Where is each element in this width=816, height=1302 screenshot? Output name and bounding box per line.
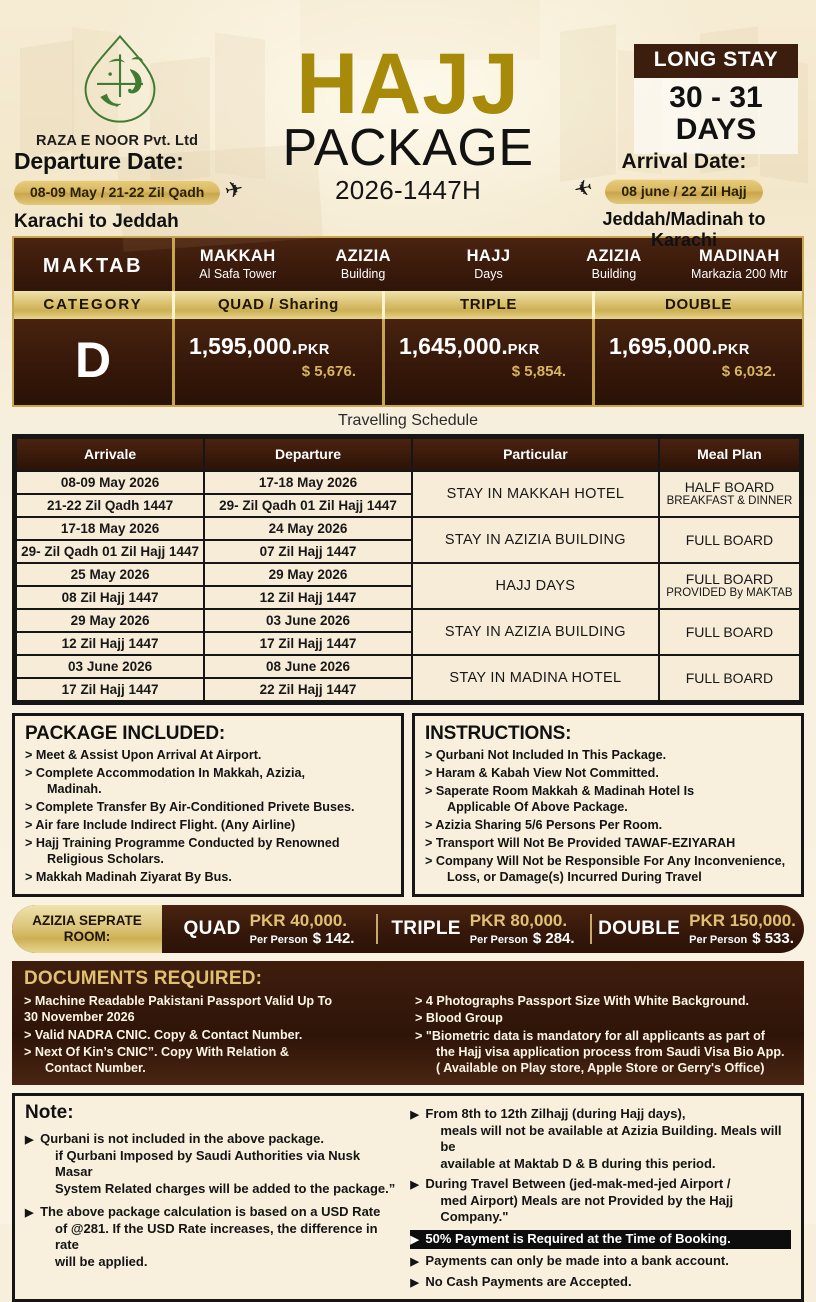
instructions-list [425,747,791,885]
azizia-separate-room-bar [12,905,804,953]
price-quad-pkr [189,333,368,360]
azizia-quad-usd: $ 142. [312,929,355,947]
note-item-continuation: System Related charges will be added to the package.” [55,1180,396,1196]
plane-icon-departure: ✈ [222,175,246,204]
list-item [425,853,791,886]
list-item-text: 4 Photographs Passport Size With White Background. [425,994,750,1009]
azizia-option-triple [376,905,590,953]
list-item-text: Saperate Room Makkah & Madinah Hotel Is [435,783,695,798]
azizia-option-quad [162,905,376,953]
azizia-quad-name: QUAD [183,918,241,940]
azizia-quad-values [250,912,355,947]
list-item-continuation: Religious Scholars. [47,852,164,867]
cell-particular: STAY IN MADINA HOTEL [412,655,659,701]
price-quad [175,319,385,405]
list-item [425,835,791,851]
note-item-continuation: if Qurbani Imposed by Saudi Authorities via Nusk Masar [55,1147,361,1180]
azizia-double-usd: $ 533. [752,929,794,947]
stay-days [634,78,798,154]
stay-days-range: 30 - 31 [669,81,763,114]
cell-departure [204,471,412,517]
note-item-text: From 8th to 12th Zilhajj (during Hajj days), [421,1105,686,1121]
long-stay-badge [634,44,798,154]
cell-meal-plan [659,517,800,563]
cell-arrival [16,517,204,563]
cell-departure [204,517,412,563]
note-item-text: Payments can only be made into a bank account. [421,1253,729,1269]
list-item [415,1028,792,1076]
bullet-triangle-icon: ▶ [25,1133,34,1146]
bullet-gt-icon: > [425,817,436,832]
list-item-continuation: Applicable Of Above Package. [447,800,628,815]
price-table-body-row [14,319,802,405]
list-item [25,747,391,763]
azizia-triple-values [470,912,575,947]
note-item-text: During Travel Between (jed-mak-med-jed Airport / [421,1175,731,1191]
schedule-col-arrival: Arrivale [16,438,204,471]
meal-plan-main: FULL BOARD [685,531,774,548]
bullet-gt-icon: > [25,835,36,850]
arrival-route: Jeddah/Madinah to Karachi [602,209,766,250]
list-item-continuation: Contact Number. [45,1060,146,1075]
departure-gregorian: 08 June 2026 [205,656,411,679]
departure-gregorian: 29 May 2026 [205,564,411,587]
table-row [16,517,800,563]
schedule-header-row [16,438,800,471]
cell-meal-plan [659,655,800,701]
subheader-category: CATEGORY [14,291,175,319]
meal-plan-main: FULL BOARD [685,669,774,686]
arrival-date-pill: 08 june / 22 Zil Hajj [605,179,762,204]
bullet-triangle-icon: ▶ [410,1277,419,1290]
documents-right-list [415,992,792,1076]
departure-title: Departure Date: [14,148,184,174]
list-item [25,817,391,833]
bullet-gt-icon: > [415,1028,426,1043]
note-item [25,1131,400,1197]
azizia-triple-pkr: PKR 80,000. [469,910,568,930]
bullet-gt-icon: > [425,748,436,762]
azizia-double-perperson [689,930,796,947]
meal-plan-main: FULL BOARD [685,571,774,588]
list-item-text: "Biometric data is mandatory for all applicants as part of [425,1028,765,1043]
arrival-title: Arrival Date: [621,150,747,173]
cell-particular: HAJJ DAYS [412,563,659,609]
departure-hijri: 29- Zil Qadh 01 Zil Hajj 1447 [219,498,397,513]
header-azizia-2-name: AZIZIA [586,247,642,265]
price-triple-pkr [399,333,578,360]
title-package: PACKAGE [282,118,534,177]
header-hajj-days [426,238,551,291]
price-double-usd: $ 6,032. [721,363,776,380]
list-item-text: Azizia Sharing 5/6 Persons Per Room. [435,817,663,832]
cell-arrival [16,609,204,655]
arrival-hijri: 21-22 Zil Qadh 1447 [47,498,174,513]
cell-departure [204,563,412,609]
title-hajj: HAJJ [296,36,520,132]
note-item [410,1274,791,1291]
instructions-title: INSTRUCTIONS: [425,723,572,744]
header-hajj-name: HAJJ [466,247,511,265]
header-azizia-1-sub: Building [340,267,386,281]
travelling-schedule-table [12,434,804,705]
note-right-list [410,1106,791,1291]
schedule-col-departure: Departure [204,438,412,471]
schedule-title: Travelling Schedule [338,412,478,429]
note-item-continuation: will be applied. [55,1253,148,1269]
note-item-text: The above package calculation is based on a USD Rate [36,1203,381,1219]
note-item-text: Qurbani is not included in the above package. [36,1130,324,1146]
cell-meal-plan [659,471,800,517]
package-included-title: PACKAGE INCLUDED: [25,723,225,744]
note-right-column [410,1102,791,1291]
price-double-amount: 1,695,000. [609,333,718,359]
list-item [415,1010,792,1026]
list-item [425,817,791,833]
list-item-continuation: Loss, or Damage(s) Incurred During Travel [447,870,702,885]
azizia-triple-name: TRIPLE [391,918,461,940]
arrival-gregorian: 17-18 May 2026 [17,518,203,541]
schedule-col-particular: Particular [412,438,659,471]
departure-hijri: 07 Zil Hajj 1447 [259,544,357,559]
meal-plan-main: HALF BOARD [684,479,775,496]
header-madinah-name: MADINAH [698,247,780,265]
bullet-triangle-icon: ▶ [410,1178,419,1191]
azizia-room-label-line2: ROOM: [63,929,111,945]
header-makkah-sub: Al Safa Tower [199,267,277,281]
bullet-gt-icon: > [25,870,36,885]
azizia-triple-perperson [470,930,575,947]
note-title: Note: [25,1101,74,1123]
meal-plan-main: FULL BOARD [685,623,774,640]
list-item-text: Complete Accommodation In Makkah, Azizia, [35,765,306,780]
note-item [410,1230,791,1250]
arrival-gregorian: 03 June 2026 [17,656,203,679]
cell-meal-plan [659,609,800,655]
cell-particular: STAY IN MAKKAH HOTEL [412,471,659,517]
price-triple-amount: 1,645,000. [399,333,508,359]
subheader-quad: QUAD / Sharing [175,291,385,319]
arrival-hijri: 29- Zil Qadh 01 Zil Hajj 1447 [21,544,199,559]
subheader-triple: TRIPLE [385,291,595,319]
long-stay-label: LONG STAY [634,44,798,78]
note-item-text: 50% Payment is Required at the Time of Booking. [421,1230,731,1246]
list-item [25,869,391,885]
note-section [12,1093,804,1302]
documents-left-list [24,992,401,1076]
header-azizia-1-name: AZIZIA [335,247,391,265]
arrival-hijri: 17 Zil Hajj 1447 [61,682,159,697]
note-left-list [25,1131,400,1270]
header-hajj-sub: Days [474,267,503,281]
price-double-pkr [609,333,788,360]
package-included-list [25,747,391,885]
bullet-gt-icon: > [415,1011,426,1026]
bullet-gt-icon: > [25,817,36,832]
bullet-triangle-icon: ▶ [410,1233,419,1246]
price-table-subheader-row [14,291,802,319]
list-item-continuation: ( Available on Play store, Apple Store or Gerry's Office) [436,1060,765,1075]
cell-departure [204,655,412,701]
azizia-double-pp-label: Per Person [689,933,748,946]
table-row [16,609,800,655]
list-item-text: Haram & Kabah View Not Committed. [435,765,659,780]
table-row [16,563,800,609]
list-item [425,765,791,781]
departure-hijri: 22 Zil Hajj 1447 [259,682,357,697]
header-azizia-1 [300,238,425,291]
bullet-gt-icon: > [425,853,436,868]
departure-hijri: 12 Zil Hajj 1447 [259,590,357,605]
list-item-text: Makkah Madinah Ziyarat By Bus. [35,870,232,885]
departure-route: Karachi to Jeddah [14,211,179,232]
header-maktab: MAKTAB [14,238,175,291]
azizia-double-pkr: PKR 150,000. [689,910,796,930]
note-item-continuation: of @281. If the USD Rate increases, the difference in rate [55,1220,378,1253]
azizia-room-label-line1: AZIZIA SEPRATE [32,913,142,929]
documents-title: DOCUMENTS REQUIRED: [24,968,263,990]
cell-meal-plan [659,563,800,609]
cell-arrival [16,471,204,517]
header-azizia-2-sub: Building [591,267,637,281]
brand-name: RAZA E NOOR Pvt. Ltd [36,133,199,149]
arrival-gregorian: 08-09 May 2026 [17,472,203,495]
azizia-triple-pp-label: Per Person [469,933,528,946]
cell-particular: STAY IN AZIZIA BUILDING [412,517,659,563]
departure-gregorian: 03 June 2026 [205,610,411,633]
azizia-double-values [689,912,796,947]
arrival-hijri: 08 Zil Hajj 1447 [61,590,159,605]
header-madinah-sub: Markazia 200 Mtr [691,267,788,281]
bullet-gt-icon: > [24,1044,35,1059]
azizia-option-double [590,905,804,953]
arrival-hijri: 12 Zil Hajj 1447 [61,636,159,651]
cell-arrival [16,563,204,609]
package-included-panel [12,713,404,897]
instructions-panel [412,713,804,897]
bullet-gt-icon: > [425,765,436,780]
list-item-continuation: the Hajj visa application process from Saudi Visa Bio App. [436,1044,785,1059]
cell-departure [204,609,412,655]
departure-hijri: 17 Zil Hajj 1447 [259,636,357,651]
cell-particular: STAY IN AZIZIA BUILDING [412,609,659,655]
list-item [25,799,391,815]
bullet-triangle-icon: ▶ [410,1256,419,1269]
note-item-continuation: available at Maktab D & B during this period. [440,1155,716,1171]
departure-date-pill: 08-09 May / 21-22 Zil Qadh [14,180,220,205]
list-item [24,1027,401,1043]
schedule-col-meal: Meal Plan [659,438,800,471]
note-item-continuation: meals will not be available at Azizia Building. Meals will be [440,1122,782,1155]
header-makkah [175,238,300,291]
bullet-gt-icon: > [24,1027,35,1042]
cell-arrival [16,655,204,701]
stay-days-unit: DAYS [675,113,757,147]
arrival-gregorian: 25 May 2026 [17,564,203,587]
price-triple-usd: $ 5,854. [511,363,566,380]
bullet-gt-icon: > [25,748,36,762]
table-row [16,471,800,517]
price-quad-usd: $ 5,676. [301,363,356,380]
list-item-text: Air fare Include Indirect Flight. (Any Airline) [35,817,296,832]
table-row [16,655,800,701]
azizia-triple-usd: $ 284. [532,929,575,947]
bullet-triangle-icon: ▶ [410,1108,419,1121]
price-double-currency: PKR [717,342,750,358]
bullet-gt-icon: > [25,765,36,780]
note-item [410,1106,791,1172]
category-value: D [14,319,175,405]
note-item [410,1176,791,1226]
subheader-double: DOUBLE [665,296,732,313]
plane-icon-arrival: ✈ [571,174,595,203]
list-item-continuation: 30 November 2026 [24,1010,135,1025]
list-item-text: Transport Will Not Be Provided TAWAF-EZIYARAH [435,835,736,850]
info-panels [12,713,804,897]
bullet-triangle-icon: ▶ [25,1206,34,1219]
price-quad-currency: PKR [297,342,330,358]
list-item-text: Meet & Assist Upon Arrival At Airport. [35,748,262,762]
azizia-room-label [12,905,162,953]
price-triple [385,319,595,405]
note-item [410,1253,791,1270]
bullet-gt-icon: > [415,994,426,1009]
list-item [425,783,791,816]
title-year: 2026-1447H [334,174,482,205]
poster-header [0,0,816,250]
list-item-text: Blood Group [425,1011,503,1026]
azizia-quad-pp-label: Per Person [249,933,308,946]
note-item-continuation: med Airport) Meals are not Provided by the Hajj Company." [440,1192,734,1225]
departure-gregorian: 24 May 2026 [205,518,411,541]
note-item [25,1204,400,1270]
list-item-text: Machine Readable Pakistani Passport Valid Up To [34,994,333,1009]
header-makkah-name: MAKKAH [199,247,276,265]
list-item-text: Complete Transfer By Air-Conditioned Privete Buses. [35,800,355,815]
list-item [24,993,401,1025]
arrival-block [568,150,800,251]
azizia-double-name: DOUBLE [598,918,681,940]
list-item [425,747,791,763]
arrival-gregorian: 29 May 2026 [17,610,203,633]
list-item [25,835,391,868]
documents-required-section [12,961,804,1085]
note-item-text: No Cash Payments are Accepted. [421,1274,632,1290]
meal-plan-sub: PROVIDED By MAKTAB [666,587,793,600]
list-item-text: Company Will Not be Responsible For Any Inconvenience, [435,853,786,868]
departure-gregorian: 17-18 May 2026 [205,472,411,495]
note-left-column [25,1102,400,1291]
azizia-quad-pkr: PKR 40,000. [249,910,348,930]
price-quad-amount: 1,595,000. [189,333,298,359]
bullet-gt-icon: > [425,783,436,798]
list-item-text: Next Of Kin’s CNIC”. Copy With Relation & [34,1044,289,1059]
bullet-gt-icon: > [25,800,36,815]
azizia-quad-perperson [250,930,355,947]
list-item-continuation: Madinah. [47,782,102,797]
price-triple-currency: PKR [507,342,540,358]
price-table [12,236,804,407]
bullet-gt-icon: > [425,835,436,850]
price-double [595,319,802,405]
list-item [415,993,792,1009]
list-item-text: Hajj Training Programme Conducted by Renowned [35,835,340,850]
list-item [25,765,391,798]
bullet-gt-icon: > [24,994,35,1009]
list-item-text: Qurbani Not Included In This Package. [435,748,667,762]
list-item [24,1044,401,1076]
list-item-text: Valid NADRA CNIC. Copy & Contact Number. [34,1027,303,1042]
meal-plan-sub: BREAKFAST & DINNER [666,495,793,508]
